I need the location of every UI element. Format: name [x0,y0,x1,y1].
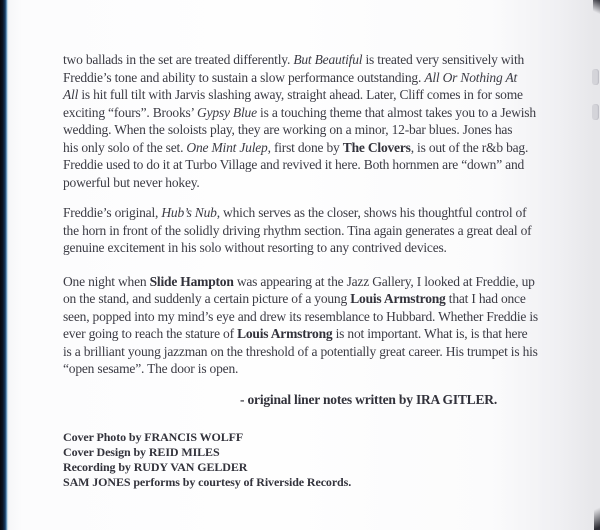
text-line [63,86,563,104]
text-run: the horn in front of the solidly driving rhythm section. Tina again generates a great deal of [63,222,532,238]
liner-notes-content [63,51,563,490]
staple-mark-bottom [592,104,599,120]
name-emphasis: The Clovers [342,139,411,155]
text-run: his only solo of the set. [63,139,187,155]
text-line [63,69,563,87]
name-emphasis: Louis Armstrong [350,291,446,306]
title-emphasis: All Or Nothing At [424,69,518,85]
text-run: Freddie’s original, [63,205,162,220]
text-line [63,222,563,240]
text-line [63,156,563,174]
credits-block [63,430,563,490]
text-run: “open sesame”. The door is open. [63,361,239,376]
text-run: is a brilliant young jazzman on the threshold of a potentially great career. His trumpet is his [63,343,538,359]
text-run: powerful but never hokey. [63,174,200,190]
text-line [63,121,563,139]
text-run: exciting “fours”. Brooks’ [63,104,198,120]
text-line [63,325,563,343]
text-line [63,290,563,308]
staple-mark-top [592,69,599,85]
text-run: was appearing at the Jazz Gallery, I looked at Freddie, up [233,273,535,289]
text-run: two ballads in the set are treated differently. [63,52,294,67]
liner-notes-paragraph [63,204,563,257]
text-run: is not important. What is, is that here [332,326,528,341]
title-emphasis: But Beautiful [293,52,363,67]
credit-line-cover-photo: Cover Photo by FRANCIS WOLFF [63,430,244,444]
text-line [63,308,563,326]
text-line [63,343,563,361]
text-run: Freddie’s tone and ability to sustain a slow performance outstanding. [63,69,425,85]
name-emphasis: Slide Hampton [149,273,234,289]
title-emphasis: Hub’s Nub [161,205,217,220]
corner-smudge-top-right [593,0,600,16]
text-run: , first done by [267,139,343,155]
text-line [63,174,563,192]
corner-smudge-bottom-right [594,504,600,530]
text-line [63,104,563,122]
text-run: seen, popped into my mind’s eye and drew its resemblance to Hubbard. Whether Freddie is [63,308,538,324]
booklet-spine [0,0,9,530]
text-line [63,239,563,257]
title-emphasis: One Mint Julep [186,139,268,155]
text-run: genuine excitement in his solo without resorting to any contrived devices. [63,240,447,255]
liner-notes-paragraph [63,51,563,191]
text-line [63,273,563,291]
liner-notes-paragraph [63,273,563,378]
text-line [63,360,563,378]
attribution-line: - original liner notes written by IRA GITLER. [240,391,498,407]
text-run: Freddie used to do it at Turbo Village and revived it here. Both hornmen are “down” and [63,157,525,172]
title-emphasis: All [63,87,79,102]
credit-line-recording: Recording by RUDY VAN GELDER [63,460,248,474]
name-emphasis: Louis Armstrong [237,326,333,341]
text-run: on the stand, and suddenly a certain picture of a young [63,291,351,306]
text-line [63,139,563,157]
text-run: is a touching theme that almost takes you to a Jewish [256,104,536,120]
credit-line-sam-jones: SAM JONES performs by courtesy of Riverside Records. [63,475,352,489]
text-run: One night when [63,273,150,289]
liner-notes-body [63,51,563,378]
text-line [63,204,563,222]
text-run: , is out of the r&b bag. [410,139,529,155]
credit-line-cover-design: Cover Design by REID MILES [63,445,220,459]
text-run: ever going to reach the stature of [63,326,238,341]
text-run: wedding. When the soloists play, they are working on a minor, 12-bar blues. Jones has [63,122,513,137]
text-line [63,51,563,69]
text-run: is treated very sensitively with [362,52,525,67]
text-run: that I had once [445,291,526,306]
title-emphasis: Gypsy Blue [197,104,257,120]
text-run: , which serves as the closer, shows his thoughtful control of [216,205,527,220]
text-run: is hit full tilt with Jarvis slashing away, straight ahead. Later, Cliff comes in for some [78,87,523,102]
